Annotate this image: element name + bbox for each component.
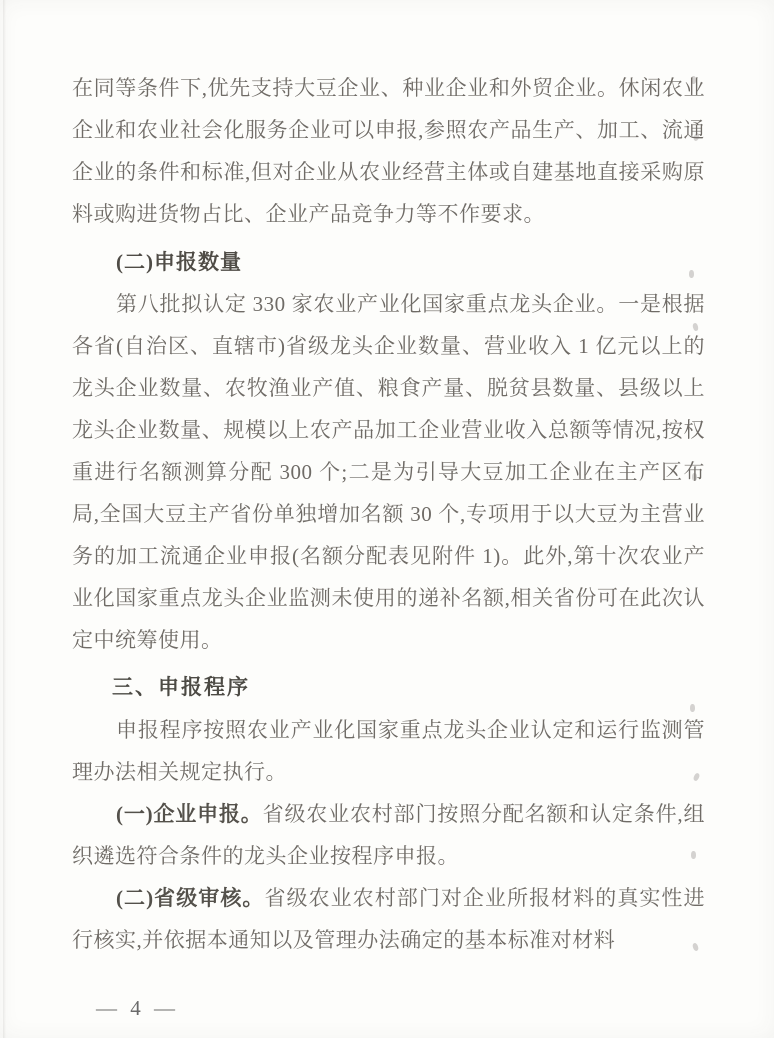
lead-emphasis-qiye-shenbao: (一)企业申报。: [116, 802, 263, 826]
document-body: [72, 67, 705, 1029]
scan-speck: [692, 473, 697, 481]
scan-speck: [690, 704, 695, 712]
section-heading-shenbao-chengxu: 三、申报程序: [112, 676, 250, 699]
paragraph-quota-allocation: 第八批拟认定 330 家农业产业化国家重点龙头企业。一是根据各省(自治区、直辖市)省级龙头企业数量、营业收入 1 亿元以上的龙头企业数量、农牧渔业产值、粮食产量、脱贫县数量、县级以上龙头企业数量、规模以上农产品加工企业营业收入总额等情况,按权重进行名额测算分配 300 个;二是为引导大豆加工企业在主产区布局,全国大豆主产省份单独增加名额 30 个,专项用于以大豆为主营业务的加工流通企业申报(名额分配表见附件 1)。此外,第十次农业产业化国家重点龙头企业监测未使用的递补名额,相关省份可在此次认定中统筹使用。: [72, 292, 705, 652]
scan-speck: [691, 851, 696, 859]
paragraph-enterprise-application: [72, 793, 705, 877]
page-number: — 4 —: [96, 996, 179, 1020]
paragraph-text: 省级农业农村部门按照分配名额和认定条件,组织遴选符合条件的龙头企业按程序申报。: [72, 802, 705, 868]
scan-speck: [689, 270, 694, 278]
paragraph-text: 省级农业农村部门对企业所报材料的真实性进行核实,并依据本通知以及管理办法确定的基本标准对材料: [72, 886, 705, 952]
paragraph-procedure-intro: 申报程序按照农业产业化国家重点龙头企业认定和运行监测管理办法相关规定执行。: [72, 718, 705, 784]
scan-edge-shadow: [3, 0, 6, 1038]
paragraph-continuation: 在同等条件下,优先支持大豆企业、种业企业和外贸企业。休闲农业企业和农业社会化服务企业可以申报,参照农产品生产、加工、流通企业的条件和标准,但对企业从农业经营主体或自建基地直接采购原料或购进货物占比、企业产品竞争力等不作要求。: [72, 76, 705, 226]
scan-speck: [691, 76, 696, 84]
lead-emphasis-shengji-shenhe: (二)省级审核。: [116, 886, 265, 910]
subsection-heading-shenbao-shuliang: (二)申报数量: [116, 250, 242, 274]
paragraph-provincial-review: [72, 877, 705, 961]
